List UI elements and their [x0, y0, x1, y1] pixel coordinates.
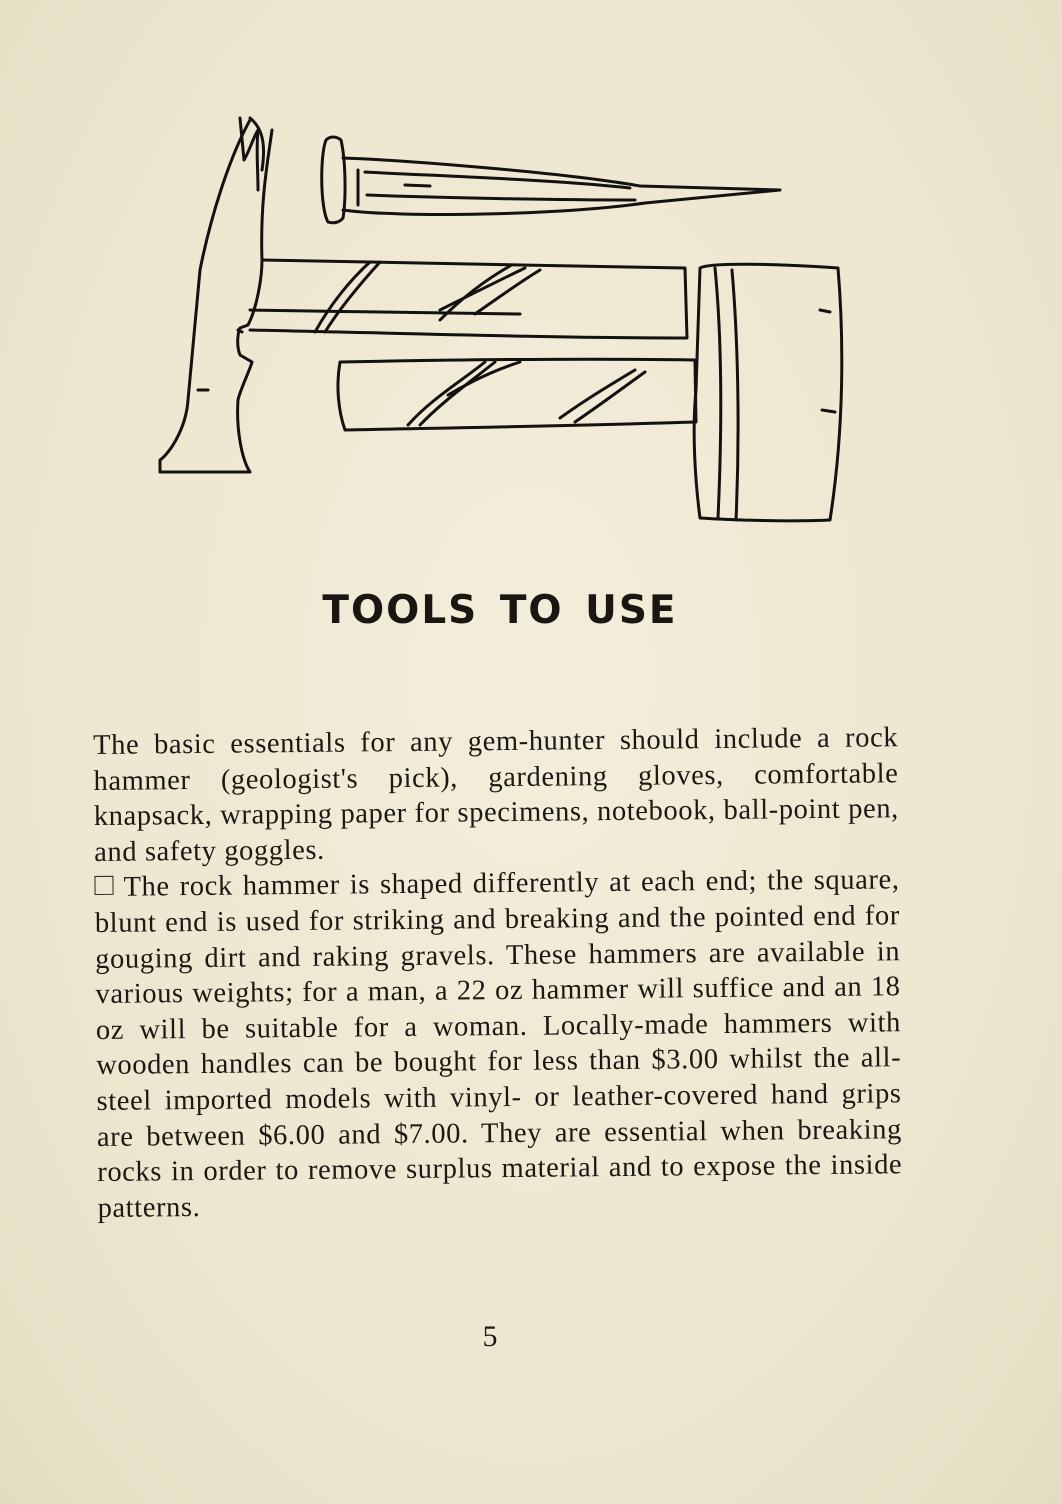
paragraph-rock-hammer — [94, 863, 902, 1227]
paragraph-rock-hammer-text: The rock hammer is shaped differently at each end; the square, blunt end is used for striking and breaking and the pointed end for gouging dirt and raking gravels. These hammers are available in various weights; for a man, a 22 oz hammer will suffice and an 18 oz will be suitable for a woman. Locally-made hammers with wooden handles can be bought for less than $3.00 whilst the all-steel imported models with vinyl- or leather-covered hand grips are between $6.00 and $7.00. They are essential when breaking rocks in order to remove surplus material and to expose the inside patterns. — [94, 864, 903, 1224]
bullet-box-icon — [94, 876, 113, 895]
upper-handle-icon — [250, 260, 687, 338]
hammers-and-nail-icon — [140, 100, 870, 540]
tools-illustration — [140, 100, 870, 540]
paragraph-essentials: The basic essentials for any gem-hunter should include a rock hammer (geologist's pick), gardening gloves, comfortable knapsack, wrapping paper for specimens, notebook, ball-point pen, and safety goggles. — [93, 722, 899, 868]
nail-icon — [322, 137, 780, 223]
body-text — [93, 720, 903, 1226]
section-title: TOOLS TO USE — [322, 588, 678, 633]
page-number: 5 — [482, 1320, 498, 1353]
sledge-head-icon — [694, 264, 842, 521]
lower-handle-icon — [338, 359, 696, 430]
claw-hammer-icon — [160, 118, 272, 472]
